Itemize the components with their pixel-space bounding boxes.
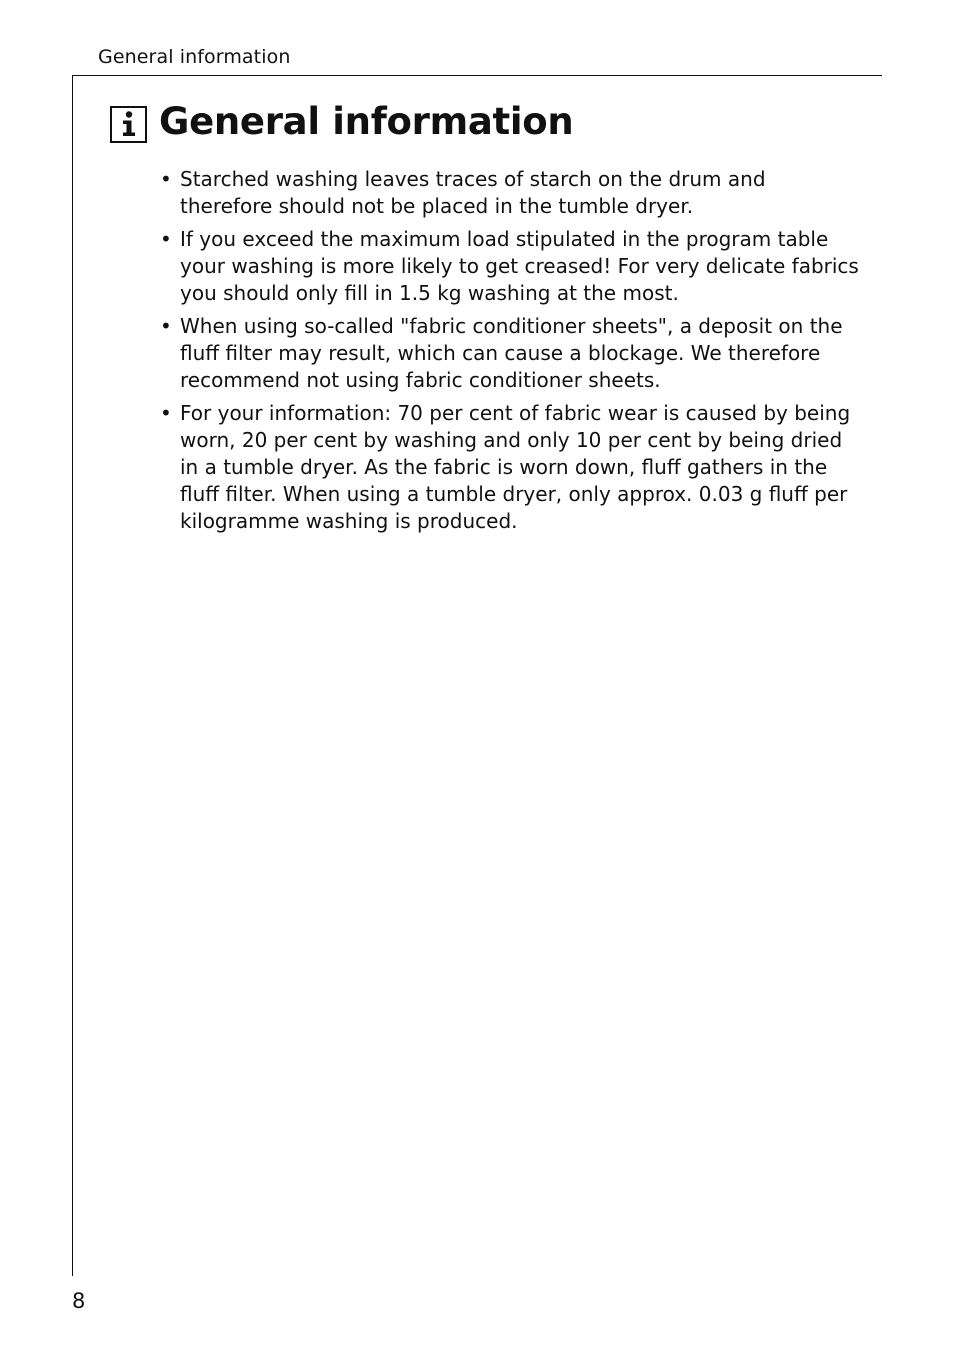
list-item bbox=[160, 313, 860, 394]
info-list bbox=[160, 166, 860, 541]
header-rule bbox=[72, 75, 882, 76]
list-item bbox=[160, 400, 860, 535]
page-title: General information bbox=[159, 100, 574, 143]
list-item-text: Starched washing leaves traces of starch on the drum and therefore should not be placed in the tumble dryer. bbox=[180, 167, 766, 218]
bullet: • bbox=[160, 314, 172, 338]
info-icon bbox=[110, 106, 147, 143]
info-icon-glyph bbox=[118, 110, 140, 138]
list-item bbox=[160, 166, 860, 220]
list-item-text: For your information: 70 per cent of fabric wear is caused by being worn, 20 per cent by washing and only 10 per cent by being dried in a tumble dryer. As the fabric is worn down, fluff gathers in the fluff filter. When using a tumble dryer, only approx. 0.03 g fluff per kilogramme washing is produced. bbox=[180, 401, 851, 533]
bullet: • bbox=[160, 401, 172, 425]
running-header: General information bbox=[98, 46, 291, 68]
list-item-text: When using so-called "fabric conditioner sheets", a deposit on the fluff filter may result, which can cause a blockage. We therefore recommend not using fabric conditioner sheets. bbox=[180, 314, 843, 392]
list-item bbox=[160, 226, 860, 307]
section-heading bbox=[110, 96, 573, 148]
bullet: • bbox=[160, 167, 172, 191]
margin-rule bbox=[72, 75, 73, 1276]
list-item-text: If you exceed the maximum load stipulated in the program table your washing is more likely to get creased! For very delicate fabrics you should only fill in 1.5 kg washing at the most. bbox=[180, 227, 859, 305]
bullet: • bbox=[160, 227, 172, 251]
page-number: 8 bbox=[72, 1289, 86, 1313]
